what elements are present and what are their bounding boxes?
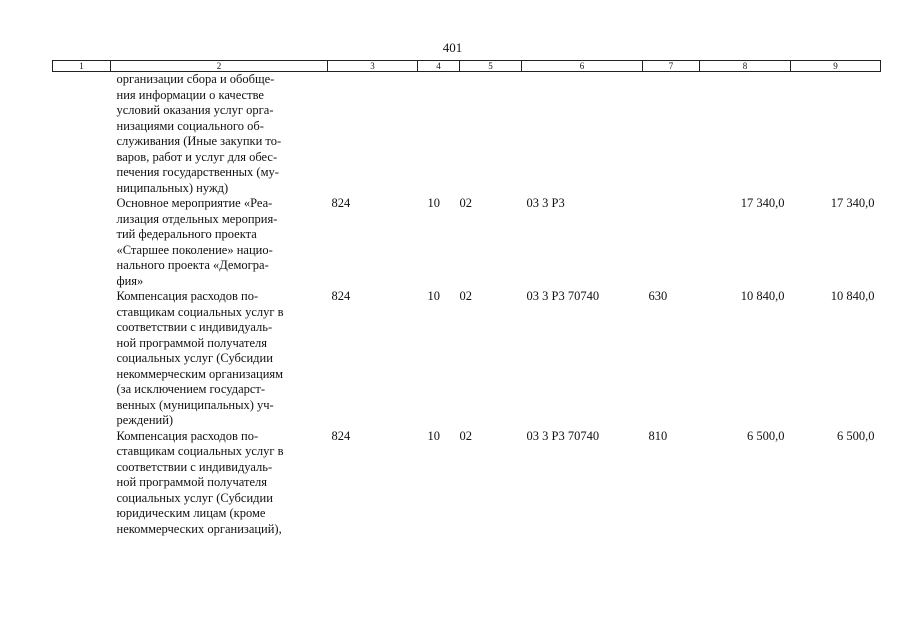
cell-sum-year-2: 10 840,0 bbox=[830, 289, 875, 303]
name-line: ставщикам социальных услуг в bbox=[116, 444, 284, 458]
table-row bbox=[53, 72, 881, 197]
column-header-1: 1 bbox=[53, 61, 111, 72]
budget-table bbox=[52, 60, 881, 537]
cell-expense-type: 810 bbox=[648, 428, 668, 443]
name-line: ставщикам социальных услуг в bbox=[116, 304, 284, 319]
name-line: лизация отдельных мероприя- bbox=[116, 211, 278, 226]
name-line: реждений) bbox=[116, 413, 174, 427]
cell-subsection: 02 bbox=[459, 289, 472, 303]
cell-subsection bbox=[460, 72, 522, 197]
cell-grbs: 824 bbox=[331, 289, 351, 303]
cell-target-article: 03 3 P3 bbox=[526, 196, 565, 210]
cell-sum-year-1 bbox=[700, 72, 791, 197]
cell-target-article: 03 3 P3 70740 bbox=[526, 289, 600, 303]
name-line: ной программой получателя bbox=[116, 335, 268, 350]
name-line: некоммерческим организациям bbox=[116, 366, 284, 381]
name-line: юридическим лицам (кроме bbox=[116, 506, 266, 520]
cell-sum-year-2 bbox=[791, 72, 881, 197]
cell-number bbox=[53, 72, 111, 197]
cell-sum-year-2: 6 500,0 bbox=[837, 428, 875, 443]
cell-target-article: 03 3 P3 70740 bbox=[526, 428, 600, 443]
name-line: соответствии с индивидуаль- bbox=[116, 459, 273, 474]
page-number: 401 bbox=[442, 40, 463, 55]
name-line: Компенсация расходов по- bbox=[116, 428, 259, 443]
table-header-row bbox=[53, 61, 881, 72]
name-line: Компенсация расходов по- bbox=[116, 289, 259, 303]
cell-section: 10 bbox=[427, 196, 440, 210]
cell-number bbox=[53, 196, 111, 289]
table-row bbox=[53, 196, 881, 289]
column-header-9: 9 bbox=[791, 61, 881, 72]
name-line: Основное мероприятие «Реа- bbox=[116, 196, 273, 210]
name-line: некоммерческих организаций), bbox=[116, 521, 282, 536]
column-header-8: 8 bbox=[700, 61, 791, 72]
cell-subsection: 02 bbox=[459, 428, 472, 443]
cell-grbs: 824 bbox=[331, 428, 351, 443]
cell-number bbox=[53, 429, 111, 538]
name-line: социальных услуг (Субсидии bbox=[116, 351, 273, 365]
cell-expense-type bbox=[643, 72, 700, 197]
cell-number bbox=[53, 289, 111, 429]
column-header-5: 5 bbox=[460, 61, 522, 72]
name-line: соответствии с индивидуаль- bbox=[116, 320, 273, 334]
cell-name bbox=[111, 289, 328, 429]
column-header-2: 2 bbox=[111, 61, 328, 72]
cell-name bbox=[111, 429, 328, 538]
name-line: ной программой получателя bbox=[116, 475, 268, 489]
cell-target-article bbox=[522, 72, 643, 197]
cell-grbs bbox=[328, 72, 418, 197]
column-header-6: 6 bbox=[522, 61, 643, 72]
table-body bbox=[53, 72, 881, 538]
cell-subsection: 02 bbox=[459, 196, 472, 210]
cell-expense-type bbox=[643, 196, 700, 289]
name-line: служивания (Иные закупки то- bbox=[116, 134, 282, 148]
table-row bbox=[53, 429, 881, 538]
cell-section bbox=[418, 72, 460, 197]
cell-sum-year-1: 6 500,0 bbox=[747, 428, 785, 443]
name-line: ния информации о качестве bbox=[116, 87, 264, 102]
cell-section: 10 bbox=[427, 428, 440, 443]
name-line: организации сбора и обобще- bbox=[116, 72, 275, 86]
cell-expense-type: 630 bbox=[648, 289, 668, 303]
column-header-3: 3 bbox=[328, 61, 418, 72]
name-line: варов, работ и услуг для обес- bbox=[116, 149, 278, 164]
name-line: (за исключением государст- bbox=[116, 382, 266, 396]
column-header-7: 7 bbox=[643, 61, 700, 72]
name-line: печения государственных (му- bbox=[116, 165, 279, 179]
cell-grbs: 824 bbox=[331, 196, 351, 210]
name-line: низациями социального об- bbox=[116, 118, 264, 133]
name-line: условий оказания услуг орга- bbox=[116, 103, 274, 117]
name-line: венных (муниципальных) уч- bbox=[116, 397, 274, 412]
cell-sum-year-2: 17 340,0 bbox=[830, 196, 875, 210]
cell-name bbox=[111, 72, 328, 197]
name-line: фия» bbox=[116, 273, 144, 288]
name-line: ниципальных) нужд) bbox=[116, 180, 229, 195]
name-line: социальных услуг (Субсидии bbox=[116, 490, 273, 505]
name-line: тий федерального проекта bbox=[116, 227, 257, 241]
name-line: нального проекта «Демогра- bbox=[116, 258, 269, 272]
column-header-4: 4 bbox=[418, 61, 460, 72]
cell-sum-year-1: 17 340,0 bbox=[740, 196, 785, 210]
table-row bbox=[53, 289, 881, 429]
cell-section: 10 bbox=[427, 289, 440, 303]
name-line: «Старшее поколение» нацио- bbox=[116, 242, 273, 257]
cell-sum-year-1: 10 840,0 bbox=[740, 289, 785, 303]
cell-name bbox=[111, 196, 328, 289]
